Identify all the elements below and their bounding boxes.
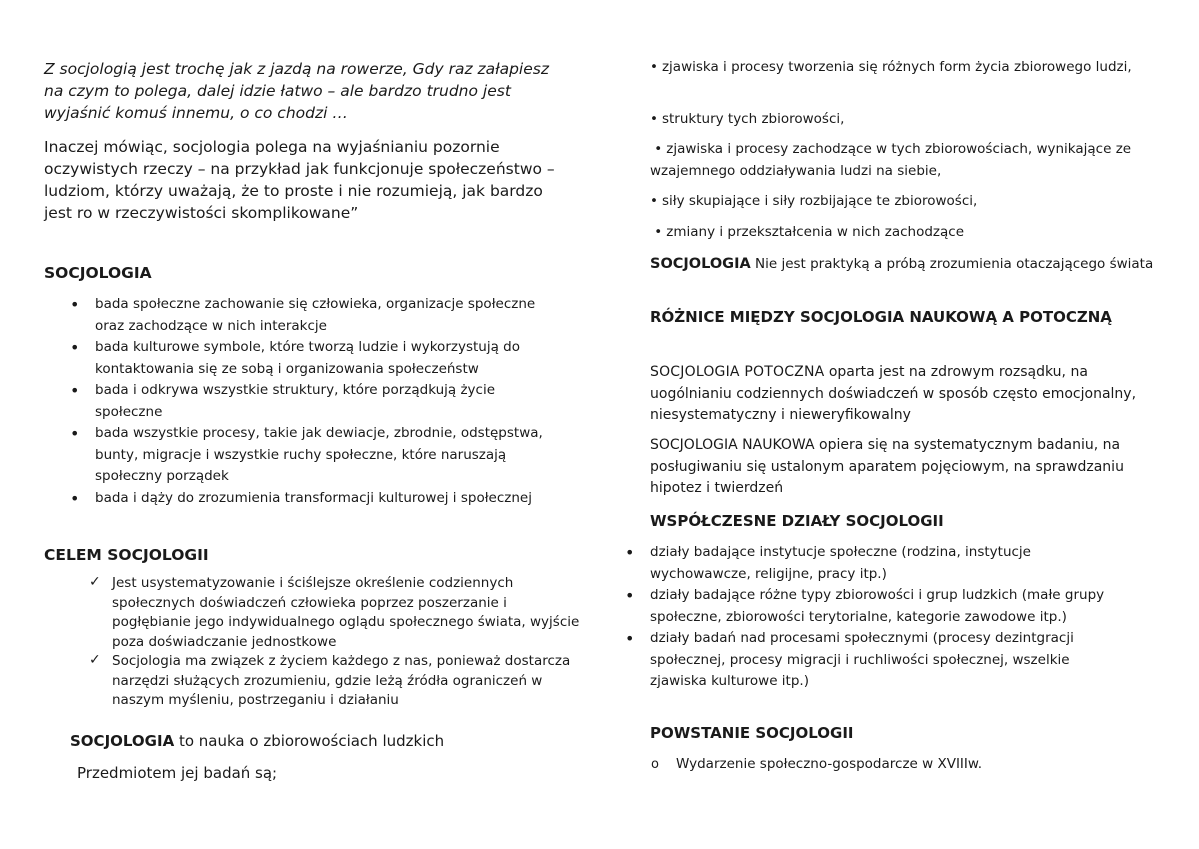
list-item: • bada i dąży do zrozumienia transformacji kulturowej i społecznej (95, 488, 565, 510)
list-item: ✓ Socjologia ma związek z życiem każdego z nas, ponieważ dostarcza narzędzi służących zrozumieniu, gdzie leżą źródła ograniczeń w naszym myśleniu, postrzeganiu i działaniu (112, 652, 580, 711)
list-item: • bada i odkrywa wszystkie struktury, które porządkują życie społeczne (95, 380, 565, 423)
celem-list (112, 574, 580, 711)
socjologia-list (95, 294, 565, 509)
naukowa-definition: SOCJOLOGIA NAUKOWA opiera się na systematycznym badaniu, na posługiwaniu się ustalonym aparatem pojęciowym, na sprawdzaniu hipotez i twierdzeń (650, 437, 1124, 496)
second-quote: Inaczej mówiąc, socjologia polega na wyjaśnianiu pozornie oczywistych rzeczy – na przykład jak funkcjonuje społeczeństwo – ludziom, którzy uważają, że to proste i nie rozumieją, jak bardzo jest ro w rzeczywistości skomplikowane” (44, 138, 555, 222)
przedmiot-intro: Przedmiotem jej badań są; (77, 764, 278, 782)
dzialy-list (650, 542, 1128, 693)
dzialy-heading: WSPÓŁCZESNE DZIAŁY SOCJOLOGII (650, 512, 944, 530)
przedmiot-item: • zjawiska i procesy zachodzące w tych zbiorowościach, wynikające ze wzajemnego oddziaływania ludzi na siebie, (650, 141, 1132, 179)
list-item: • działy badań nad procesami społecznymi (procesy dezintgracji społecznej, procesy migracji i ruchliwości społecznej, wszelkie zjawiska kulturowe itp.) (650, 628, 1128, 693)
celem-heading: CELEM SOCJOLOGII (44, 546, 209, 564)
nauka-bold: SOCJOLOGIA (70, 732, 175, 750)
roznice-heading: RÓŻNICE MIĘDZY SOCJOLOGIA NAUKOWĄ A POTOCZNĄ (650, 308, 1112, 326)
list-item: • bada kulturowe symbole, które tworzą ludzie i wykorzystują do kontaktowania się ze sobą i organizowania społeczeństw (95, 337, 565, 380)
nauka-rest: to nauka o zbiorowościach ludzkich (174, 732, 445, 750)
przedmiot-item: • zjawiska i procesy tworzenia się różnych form życia zbiorowego ludzi, (650, 59, 1132, 75)
powstanie-list (676, 754, 1146, 776)
list-item: • bada wszystkie procesy, takie jak dewiacje, zbrodnie, odstępstwa, bunty, migracje i wszystkie ruchy społeczne, które naruszają społeczny porządek (95, 423, 565, 488)
przedmiot-item: • zmiany i przekształcenia w nich zachodzące (650, 224, 965, 240)
powstanie-heading: POWSTANIE SOCJOLOGII (650, 724, 854, 742)
list-item: • działy badające różne typy zbiorowości i grup ludzkich (małe grupy społeczne, zbiorowości terytorialne, kategorie zawodowe itp.) (650, 585, 1128, 628)
przedmiot-item: • struktury tych zbiorowości, (650, 111, 845, 127)
potoczna-definition: SOCJOLOGIA POTOCZNA oparta jest na zdrowym rozsądku, na uogólnianiu codziennych doświadczeń w sposób często emocjonalny, niesystematyczny i nieweryfikowalny (650, 364, 1137, 423)
intro-quote: Z socjologią jest trochę jak z jazdą na rowerze, Gdy raz załapiesz na czym to polega, dalej idzie łatwo – ale bardzo trudno jest wyjaśnić komuś innemu, o co chodzi … (44, 60, 549, 122)
przedmiot-item: • siły skupiające i siły rozbijające te zbiorowości, (650, 193, 978, 209)
list-item: o Wydarzenie społeczno-gospodarcze w XVIIIw. (676, 754, 1146, 776)
list-item: • bada społeczne zachowanie się człowieka, organizacje społeczne oraz zachodzące w nich interakcje (95, 294, 565, 337)
list-item: ✓ Jest usystematyzowanie i ściślejsze określenie codziennych społecznych doświadczeń człowieka poprzez poszerzanie i pogłębianie jego indywidualnego oglądu społecznego świata, wyjście poza doświadczanie jednostkowe (112, 574, 580, 652)
praktyka-definition: SOCJOLOGIA Nie jest praktyką a próbą zrozumienia otaczającego świata (650, 256, 1154, 272)
socjologia-heading: SOCJOLOGIA (44, 264, 152, 282)
list-item: • działy badające instytucje społeczne (rodzina, instytucje wychowawcze, religijne, pracy itp.) (650, 542, 1128, 585)
nauka-definition (70, 730, 444, 752)
